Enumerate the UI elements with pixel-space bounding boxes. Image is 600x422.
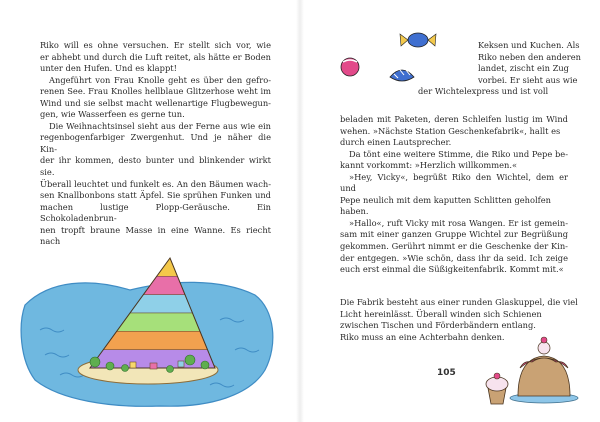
text-line: durch einen Lautsprecher. xyxy=(340,137,452,148)
text-line: der Wichtelexpress und ist voll xyxy=(418,86,549,97)
text-line: regenbogenfarbiger Zwergenhut. Und je näher die Kin- xyxy=(40,132,271,154)
text-line: Die Fabrik besteht aus einer runden Glaskuppel, die viel xyxy=(340,297,578,307)
cake-illustration xyxy=(484,318,584,408)
text-line: beladen mit Paketen, deren Schleifen lustig im Wind xyxy=(340,114,568,124)
text-line: gen, wie Wasserfeen es gerne tun. xyxy=(40,109,185,120)
text-line: machen lustige Plopp-Geräusche. Ein Schokoladenbrun- xyxy=(40,201,271,224)
text-line: Riko muss an eine Achterbahn denken. xyxy=(340,331,505,342)
rainbow-island-illustration xyxy=(20,250,280,410)
candy-wrapped-icon xyxy=(400,33,436,47)
text-line: »Hey, Vicky«, begrüßt Riko den Wichtel, dem er und xyxy=(340,171,568,194)
text-line: sam mit einer ganzen Gruppe Wichtel zur Begrüßung xyxy=(340,229,568,240)
cupcake-icon xyxy=(486,373,508,404)
text-line: »Hallo«, ruft Vicky mit rosa Wangen. Er ist gemein- xyxy=(349,217,568,228)
candy-drop-icon xyxy=(390,70,414,81)
paragraph xyxy=(40,75,271,121)
text-line: Riko will es ohne versuchen. Er stellt sich vor, wie xyxy=(40,40,271,50)
page-number: 105 xyxy=(437,368,456,378)
text-line: Überall leuchtet und funkelt es. An den Bäumen wach- xyxy=(40,178,271,189)
text-line: Da tönt eine weitere Stimme, die Riko und Pepe be- xyxy=(349,148,568,159)
paragraph xyxy=(340,172,568,218)
book-gutter xyxy=(296,0,304,422)
right-page-text-top xyxy=(418,40,581,98)
cupcake-cherry xyxy=(494,373,500,379)
text-line: Pepe neulich mit dem kaputten Schlitten geholfen xyxy=(340,194,551,205)
text-line: Keksen und Kuchen. Als xyxy=(478,40,580,50)
mountain-band xyxy=(157,258,178,276)
text-line: haben. xyxy=(340,206,369,217)
paragraph xyxy=(40,121,271,248)
text-line: Angeführt von Frau Knolle geht es über den gefro- xyxy=(49,74,271,85)
text-line: unter den Hufen. Und es klappt! xyxy=(40,63,177,74)
text-line: renen See. Frau Knolles hellblaue Glitzerhose weht im xyxy=(40,86,271,97)
right-page-text-middle xyxy=(340,114,568,276)
text-line: kannt vorkommt: »Herzlich willkommen.« xyxy=(340,160,518,171)
text-line: zwischen Tischen und Förderbändern entlang. xyxy=(340,320,536,331)
text-line: wehen. »Nächste Station Geschenkefabrik«, hallt es xyxy=(340,125,561,136)
left-page-text xyxy=(40,40,271,248)
text-line: vorbei. Er sieht aus wie xyxy=(478,74,578,85)
paragraph xyxy=(340,149,568,172)
dome-cake-icon xyxy=(510,337,578,403)
text-line: er abhebt und durch die Luft reitet, als hätte er Boden xyxy=(40,51,271,62)
paragraph xyxy=(40,40,271,75)
candy-ball-icon xyxy=(341,58,359,76)
cake-topping xyxy=(538,342,550,354)
mountain-band xyxy=(103,331,207,349)
text-line: sen Knallbonbons statt Äpfel. Sie sprühen Funken und xyxy=(40,190,271,201)
candy-wrap-right xyxy=(428,34,436,46)
paragraph xyxy=(340,114,568,149)
text-line: der ihr kommen, desto bunter und blinkender wirkt sie. xyxy=(40,155,271,178)
paragraph xyxy=(340,218,568,276)
text-line: Wind und sie selbst macht wellenartige Flugbewegun- xyxy=(40,97,271,108)
text-line: Die Weihnachtsinsel sieht aus der Ferne aus wie ein xyxy=(49,120,271,131)
candy-drop xyxy=(390,70,414,81)
candy-wrap-left xyxy=(400,34,408,46)
mountain-band xyxy=(117,313,200,331)
text-line: Riko neben den anderen xyxy=(478,51,581,62)
text-line: euch erst einmal die Süßigkeitenfabrik. Kommt mit.« xyxy=(340,264,564,275)
text-line: der entgegen. »Wie schön, dass ihr da seid. Ich zeige xyxy=(340,252,568,263)
cake-cherry xyxy=(541,337,547,343)
text-line: Licht hereinlässt. Überall winden sich Schienen xyxy=(340,308,542,319)
text-line: nen tropft braune Masse in eine Wanne. Es riecht nach xyxy=(40,224,271,247)
candy-body xyxy=(408,33,428,47)
text-line: gekommen. Gerührt nimmt er die Geschenke der Kin- xyxy=(340,241,568,252)
text-line: landet, zischt ein Zug xyxy=(478,63,569,74)
